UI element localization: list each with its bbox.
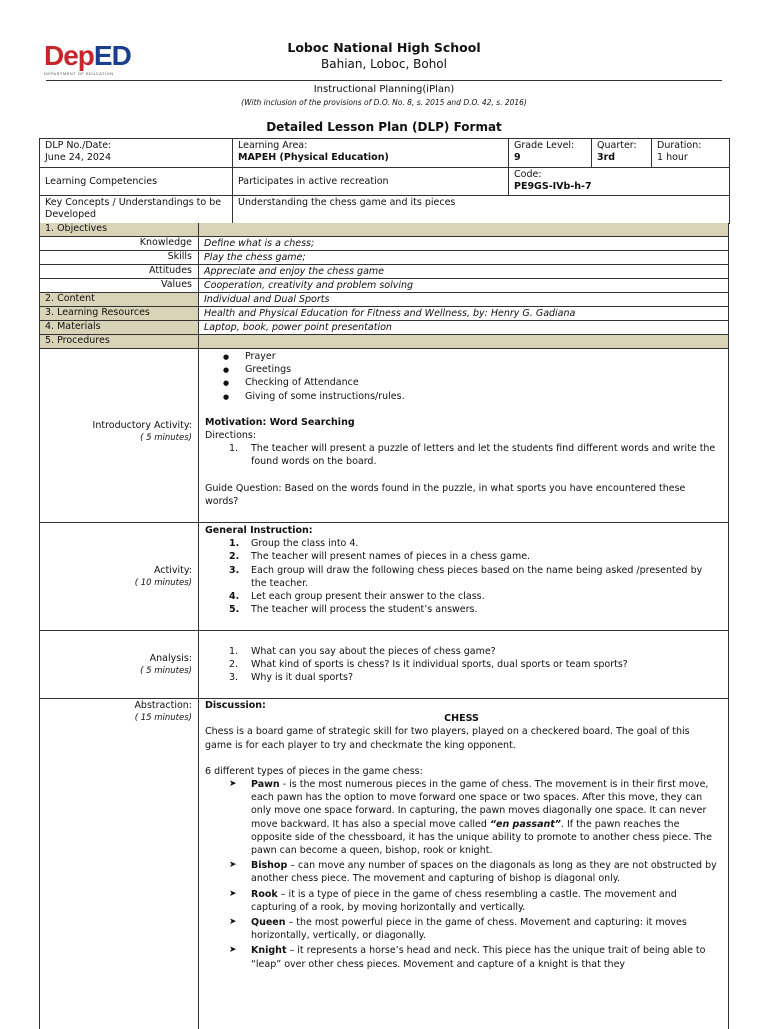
objective-value: Play the chess game; xyxy=(204,252,306,263)
content-value: Individual and Dual Sports xyxy=(204,294,330,305)
general-instruction-heading: General Instruction: xyxy=(205,525,313,536)
directions-list xyxy=(205,442,718,468)
list-item: ● Greetings xyxy=(245,363,718,376)
header-divider xyxy=(46,80,722,81)
arrow-bullet-icon: ➤ xyxy=(229,860,237,871)
abstraction-row xyxy=(39,699,729,1029)
school-name: Loboc National High School xyxy=(287,40,481,55)
objective-row xyxy=(39,237,729,251)
chess-piece-item: ➤ Queen – the most powerful piece in the game of chess. Movement and capturing: it moves horizontally, vertically, or diagonally. xyxy=(229,917,687,942)
deped-logo-subtitle: DEPARTMENT OF EDUCATION xyxy=(44,71,114,76)
resources-value: Health and Physical Education for Fitness and Wellness, by: Henry G. Gadiana xyxy=(204,308,576,319)
objective-label: Values xyxy=(40,279,199,292)
abstraction-minutes: ( 15 minutes) xyxy=(134,713,192,723)
activity-label: Activity: xyxy=(153,565,192,576)
learning-competencies-label: Learning Competencies xyxy=(40,168,233,196)
duration-cell: Duration: 1 hour xyxy=(652,139,730,168)
list-item: ● Giving of some instructions/rules. xyxy=(245,390,718,403)
resources-row xyxy=(39,307,729,321)
objectives-heading-row xyxy=(39,223,729,237)
dlp-title: Detailed Lesson Plan (DLP) Format xyxy=(266,120,502,134)
list-item: 2. What kind of sports is chess? Is it individual sports, dual sports or team sports? xyxy=(229,659,628,671)
list-item: 3. Each group will draw the following chess pieces based on the name being asked /presented by the teacher. xyxy=(229,564,703,589)
abstraction-label: Abstraction: xyxy=(134,700,192,711)
objective-label: Knowledge xyxy=(40,237,199,250)
chess-piece-item: ➤ Rook – it is a type of piece in the game of chess resembling a castle. The movement and capturing of a rook, by moving horizontally and vertically. xyxy=(229,888,677,913)
motivation-heading: Motivation: Word Searching xyxy=(205,416,355,428)
list-item: 5. The teacher will process the student’s answers. xyxy=(229,604,478,616)
objective-row xyxy=(39,251,729,265)
arrow-bullet-icon: ➤ xyxy=(229,779,237,790)
introductory-activity-row xyxy=(39,349,729,523)
arrow-bullet-icon: ➤ xyxy=(229,888,237,899)
grade-level-cell: Grade Level: 9 xyxy=(509,139,592,168)
materials-label: 4. Materials xyxy=(40,321,199,334)
materials-value: Laptop, book, power point presentation xyxy=(204,322,392,333)
chess-title: CHESS xyxy=(444,713,479,725)
list-item: ● Checking of Attendance xyxy=(245,376,718,389)
code-cell: Code: PE9GS-IVb-h-7 xyxy=(509,168,730,196)
school-address: Bahian, Loboc, Bohol xyxy=(321,57,447,71)
arrow-bullet-icon: ➤ xyxy=(229,945,237,956)
pieces-heading: 6 different types of pieces in the game chess: xyxy=(205,765,423,777)
chess-pieces-list xyxy=(205,778,718,971)
list-item: 1. Group the class into 4. xyxy=(229,538,359,550)
objective-value: Appreciate and enjoy the chess game xyxy=(204,266,385,277)
objective-label: Attitudes xyxy=(40,265,199,278)
objective-label: Skills xyxy=(40,251,199,264)
chess-intro: Chess is a board game of strategic skill for two players, played on a checkered board. The goal of this game is for each player to try and checkmate the king opponent. xyxy=(205,726,690,751)
plan-title: Instructional Planning(iPlan) xyxy=(313,84,455,95)
list-item: 4. Let each group present their answer to the class. xyxy=(229,591,485,603)
list-item: 1. The teacher will present a puzzle of letters and let the students find different words and write the found words on the board. xyxy=(229,443,716,468)
chess-piece-item: ➤ Bishop – can move any number of spaces on the diagonals as long as they are not obstructed by another chess piece. The movement and capturing of bishop is diagonal only. xyxy=(229,860,717,885)
directions-label: Directions: xyxy=(205,430,257,442)
guide-question: Guide Question: Based on the words found in the puzzle, in what sports you have encountered these words? xyxy=(205,482,686,507)
materials-row xyxy=(39,321,729,335)
objective-value: Define what is a chess; xyxy=(204,238,315,249)
learning-area-cell: Learning Area: MAPEH (Physical Education) xyxy=(233,139,509,168)
plan-subtitle: (With inclusion of the provisions of D.O. No. 8, s. 2015 and D.O. 42, s. 2016) xyxy=(241,98,527,107)
discussion-heading: Discussion: xyxy=(205,700,266,711)
key-concepts-value: Understanding the chess game and its pieces xyxy=(233,196,730,224)
content-label: 2. Content xyxy=(40,293,199,306)
quarter-cell: Quarter: 3rd xyxy=(592,139,652,168)
deped-logo-wordmark: DepED xyxy=(44,40,131,71)
analysis-minutes: ( 5 minutes) xyxy=(140,666,192,676)
list-item: 3. Why is it dual sports? xyxy=(229,672,353,684)
list-item: ● Prayer xyxy=(245,350,718,363)
resources-label: 3. Learning Resources xyxy=(40,307,199,320)
procedures-row xyxy=(39,335,729,349)
learning-competencies-value: Participates in active recreation xyxy=(233,168,509,196)
content-row xyxy=(39,293,729,307)
activity-row xyxy=(39,523,729,631)
key-concepts-label: Key Concepts / Understandings to be Developed xyxy=(40,196,233,224)
list-item: 2. The teacher will present names of pieces in a chess game. xyxy=(229,551,531,563)
list-item: 1. What can you say about the pieces of chess game? xyxy=(229,646,496,657)
arrow-bullet-icon: ➤ xyxy=(229,917,237,928)
analysis-list xyxy=(205,645,718,685)
introductory-activity-minutes: ( 5 minutes) xyxy=(140,433,192,443)
analysis-row xyxy=(39,631,729,699)
chess-piece-item: ➤ Pawn - is the most numerous pieces in the game of chess. The movement is in their first move, each pawn has the option to move forward one space or two spaces. After this move, they can only move one space forward. In capturing, the pawn moves diagonally one space. It can never move backward. It has also a special move called “en passant”. If the pawn reaches the opposite side of the chessboard, it has the unique ability to promote to another chess piece. The pawn can become a queen, bishop, rook or knight. xyxy=(229,779,712,857)
objective-row xyxy=(39,265,729,279)
activity-list xyxy=(205,537,718,616)
chess-piece-item: ➤ Knight – it represents a horse’s head and neck. This piece has the unique trait of being able to “leap” over other chess pieces. Movement and capture of a knight is that they xyxy=(229,945,706,970)
objectives-heading: 1. Objectives xyxy=(40,223,199,236)
procedures-label: 5. Procedures xyxy=(40,335,199,348)
analysis-label: Analysis: xyxy=(149,653,192,664)
activity-minutes: ( 10 minutes) xyxy=(134,578,192,588)
objective-value: Cooperation, creativity and problem solving xyxy=(204,280,414,291)
dlp-cell: DLP No./Date: June 24, 2024 xyxy=(40,139,233,168)
opening-list xyxy=(205,350,718,403)
dlp-header-table xyxy=(39,138,730,224)
objective-row xyxy=(39,279,729,293)
introductory-activity-label: Introductory Activity: xyxy=(92,420,192,431)
